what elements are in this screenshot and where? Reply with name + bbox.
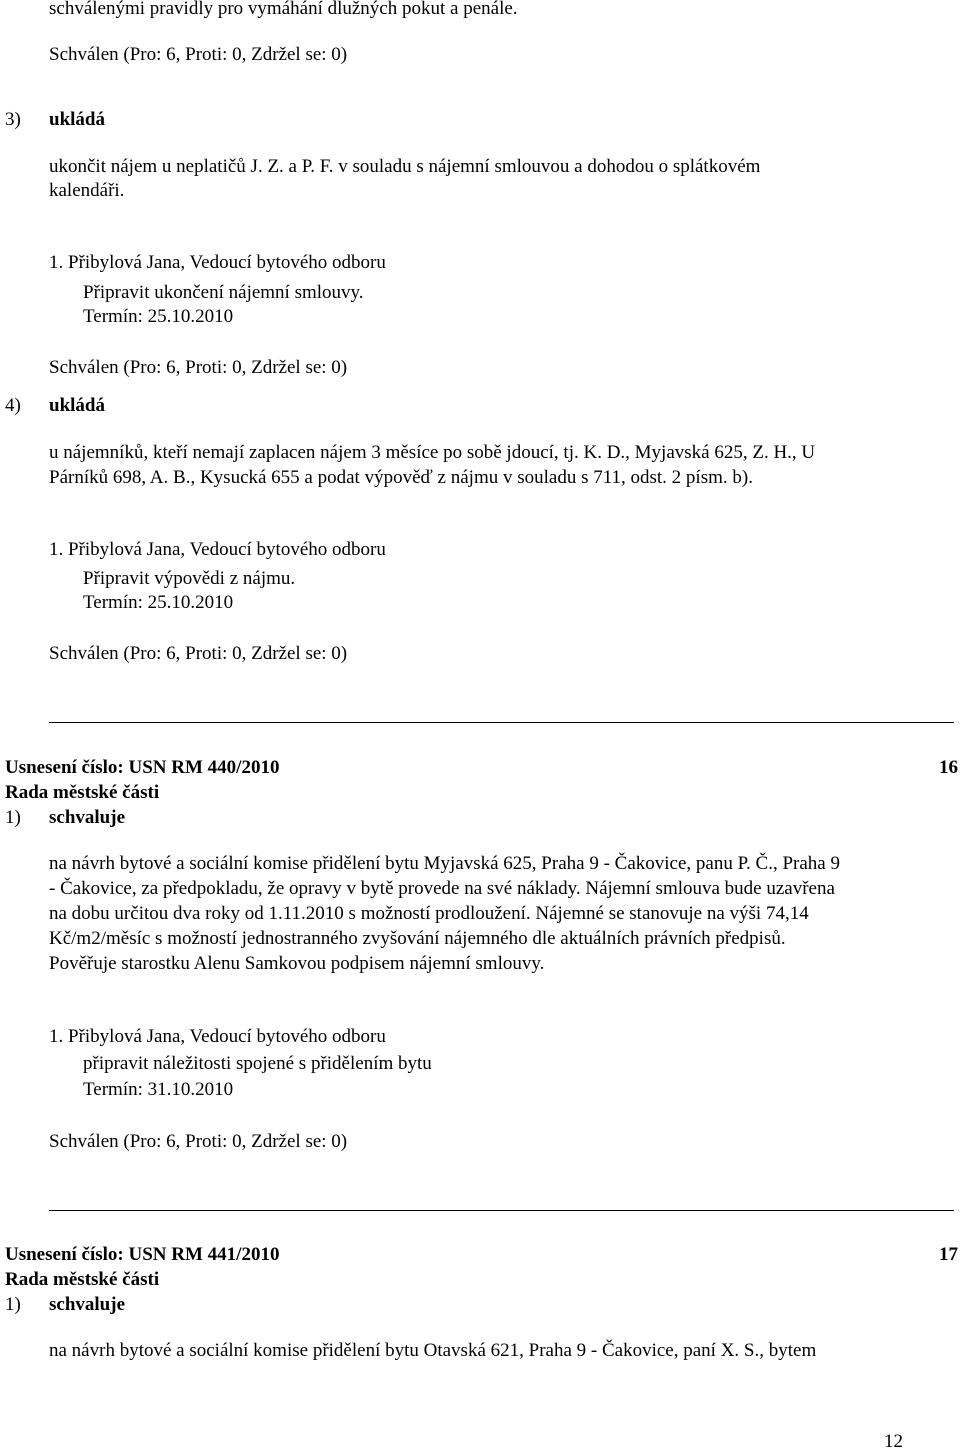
resolution-number: 16	[939, 757, 958, 778]
paragraph-line: schválenými pravidly pro vymáhání dlužných pokut a penále.	[49, 0, 518, 19]
section-divider	[49, 722, 954, 723]
item-text-line: kalendáři.	[49, 180, 125, 201]
item-verb: schvaluje	[49, 1294, 125, 1315]
resolution-number: 17	[939, 1244, 958, 1265]
task-deadline: Termín: 25.10.2010	[83, 592, 234, 613]
item-verb: schvaluje	[49, 807, 125, 828]
item-text-line: na dobu určitou dva roky od 1.11.2010 s možností prodloužení. Nájemné se stanovuje na výši 74,14	[49, 903, 809, 924]
item-text-line: Pověřuje starostku Alenu Samkovou podpisem nájemní smlouvy.	[49, 953, 545, 974]
item-text-line: u nájemníků, kteří nemají zaplacen nájem 3 měsíce po sobě jdoucí, tj. K. D., Myjavská 625, Z. H., U	[49, 442, 816, 463]
item-number: 1)	[5, 807, 21, 828]
page-number: 12	[884, 1431, 903, 1452]
vote-result: Schválen (Pro: 6, Proti: 0, Zdržel se: 0)	[49, 1131, 348, 1152]
resolution-body: Rada městské části	[5, 782, 160, 803]
task-deadline: Termín: 25.10.2010	[83, 306, 234, 327]
item-verb: ukládá	[49, 109, 105, 130]
item-number: 3)	[5, 109, 21, 130]
item-number: 1)	[5, 1294, 21, 1315]
section-divider	[49, 1210, 954, 1211]
resolution-title: Usnesení číslo: USN RM 440/2010	[5, 757, 280, 778]
resolution-body: Rada městské části	[5, 1269, 160, 1290]
task-action: Připravit ukončení nájemní smlouvy.	[83, 282, 364, 303]
task-person: 1. Přibylová Jana, Vedoucí bytového odboru	[49, 252, 386, 273]
item-text-line: na návrh bytové a sociální komise přidělení bytu Otavská 621, Praha 9 - Čakovice, paní X. S., bytem	[49, 1340, 817, 1361]
item-text-line: na návrh bytové a sociální komise přidělení bytu Myjavská 625, Praha 9 - Čakovice, panu P. Č., Praha 9	[49, 853, 840, 874]
item-text-line: Kč/m2/měsíc s možností jednostranného zvyšování nájemného dle aktuálních právních předpisů.	[49, 928, 786, 949]
task-person: 1. Přibylová Jana, Vedoucí bytového odboru	[49, 1026, 386, 1047]
item-text-line: ukončit nájem u neplatičů J. Z. a P. F. v souladu s nájemní smlouvou a dohodou o splátkovém	[49, 156, 761, 177]
task-action: připravit náležitosti spojené s přidělením bytu	[83, 1053, 432, 1074]
item-text-line: Párníků 698, A. B., Kysucká 655 a podat výpověď z nájmu v souladu s 711, odst. 2 písm. b).	[49, 467, 753, 488]
task-person: 1. Přibylová Jana, Vedoucí bytového odboru	[49, 539, 386, 560]
item-text-line: - Čakovice, za předpokladu, že opravy v bytě provede na své náklady. Nájemní smlouva bude uzavřena	[49, 878, 835, 899]
task-action: Připravit výpovědi z nájmu.	[83, 568, 296, 589]
task-deadline: Termín: 31.10.2010	[83, 1079, 234, 1100]
item-verb: ukládá	[49, 395, 105, 416]
resolution-title: Usnesení číslo: USN RM 441/2010	[5, 1244, 280, 1265]
vote-result: Schválen (Pro: 6, Proti: 0, Zdržel se: 0)	[49, 643, 348, 664]
vote-result: Schválen (Pro: 6, Proti: 0, Zdržel se: 0)	[49, 357, 348, 378]
item-number: 4)	[5, 395, 21, 416]
vote-result: Schválen (Pro: 6, Proti: 0, Zdržel se: 0)	[49, 44, 348, 65]
